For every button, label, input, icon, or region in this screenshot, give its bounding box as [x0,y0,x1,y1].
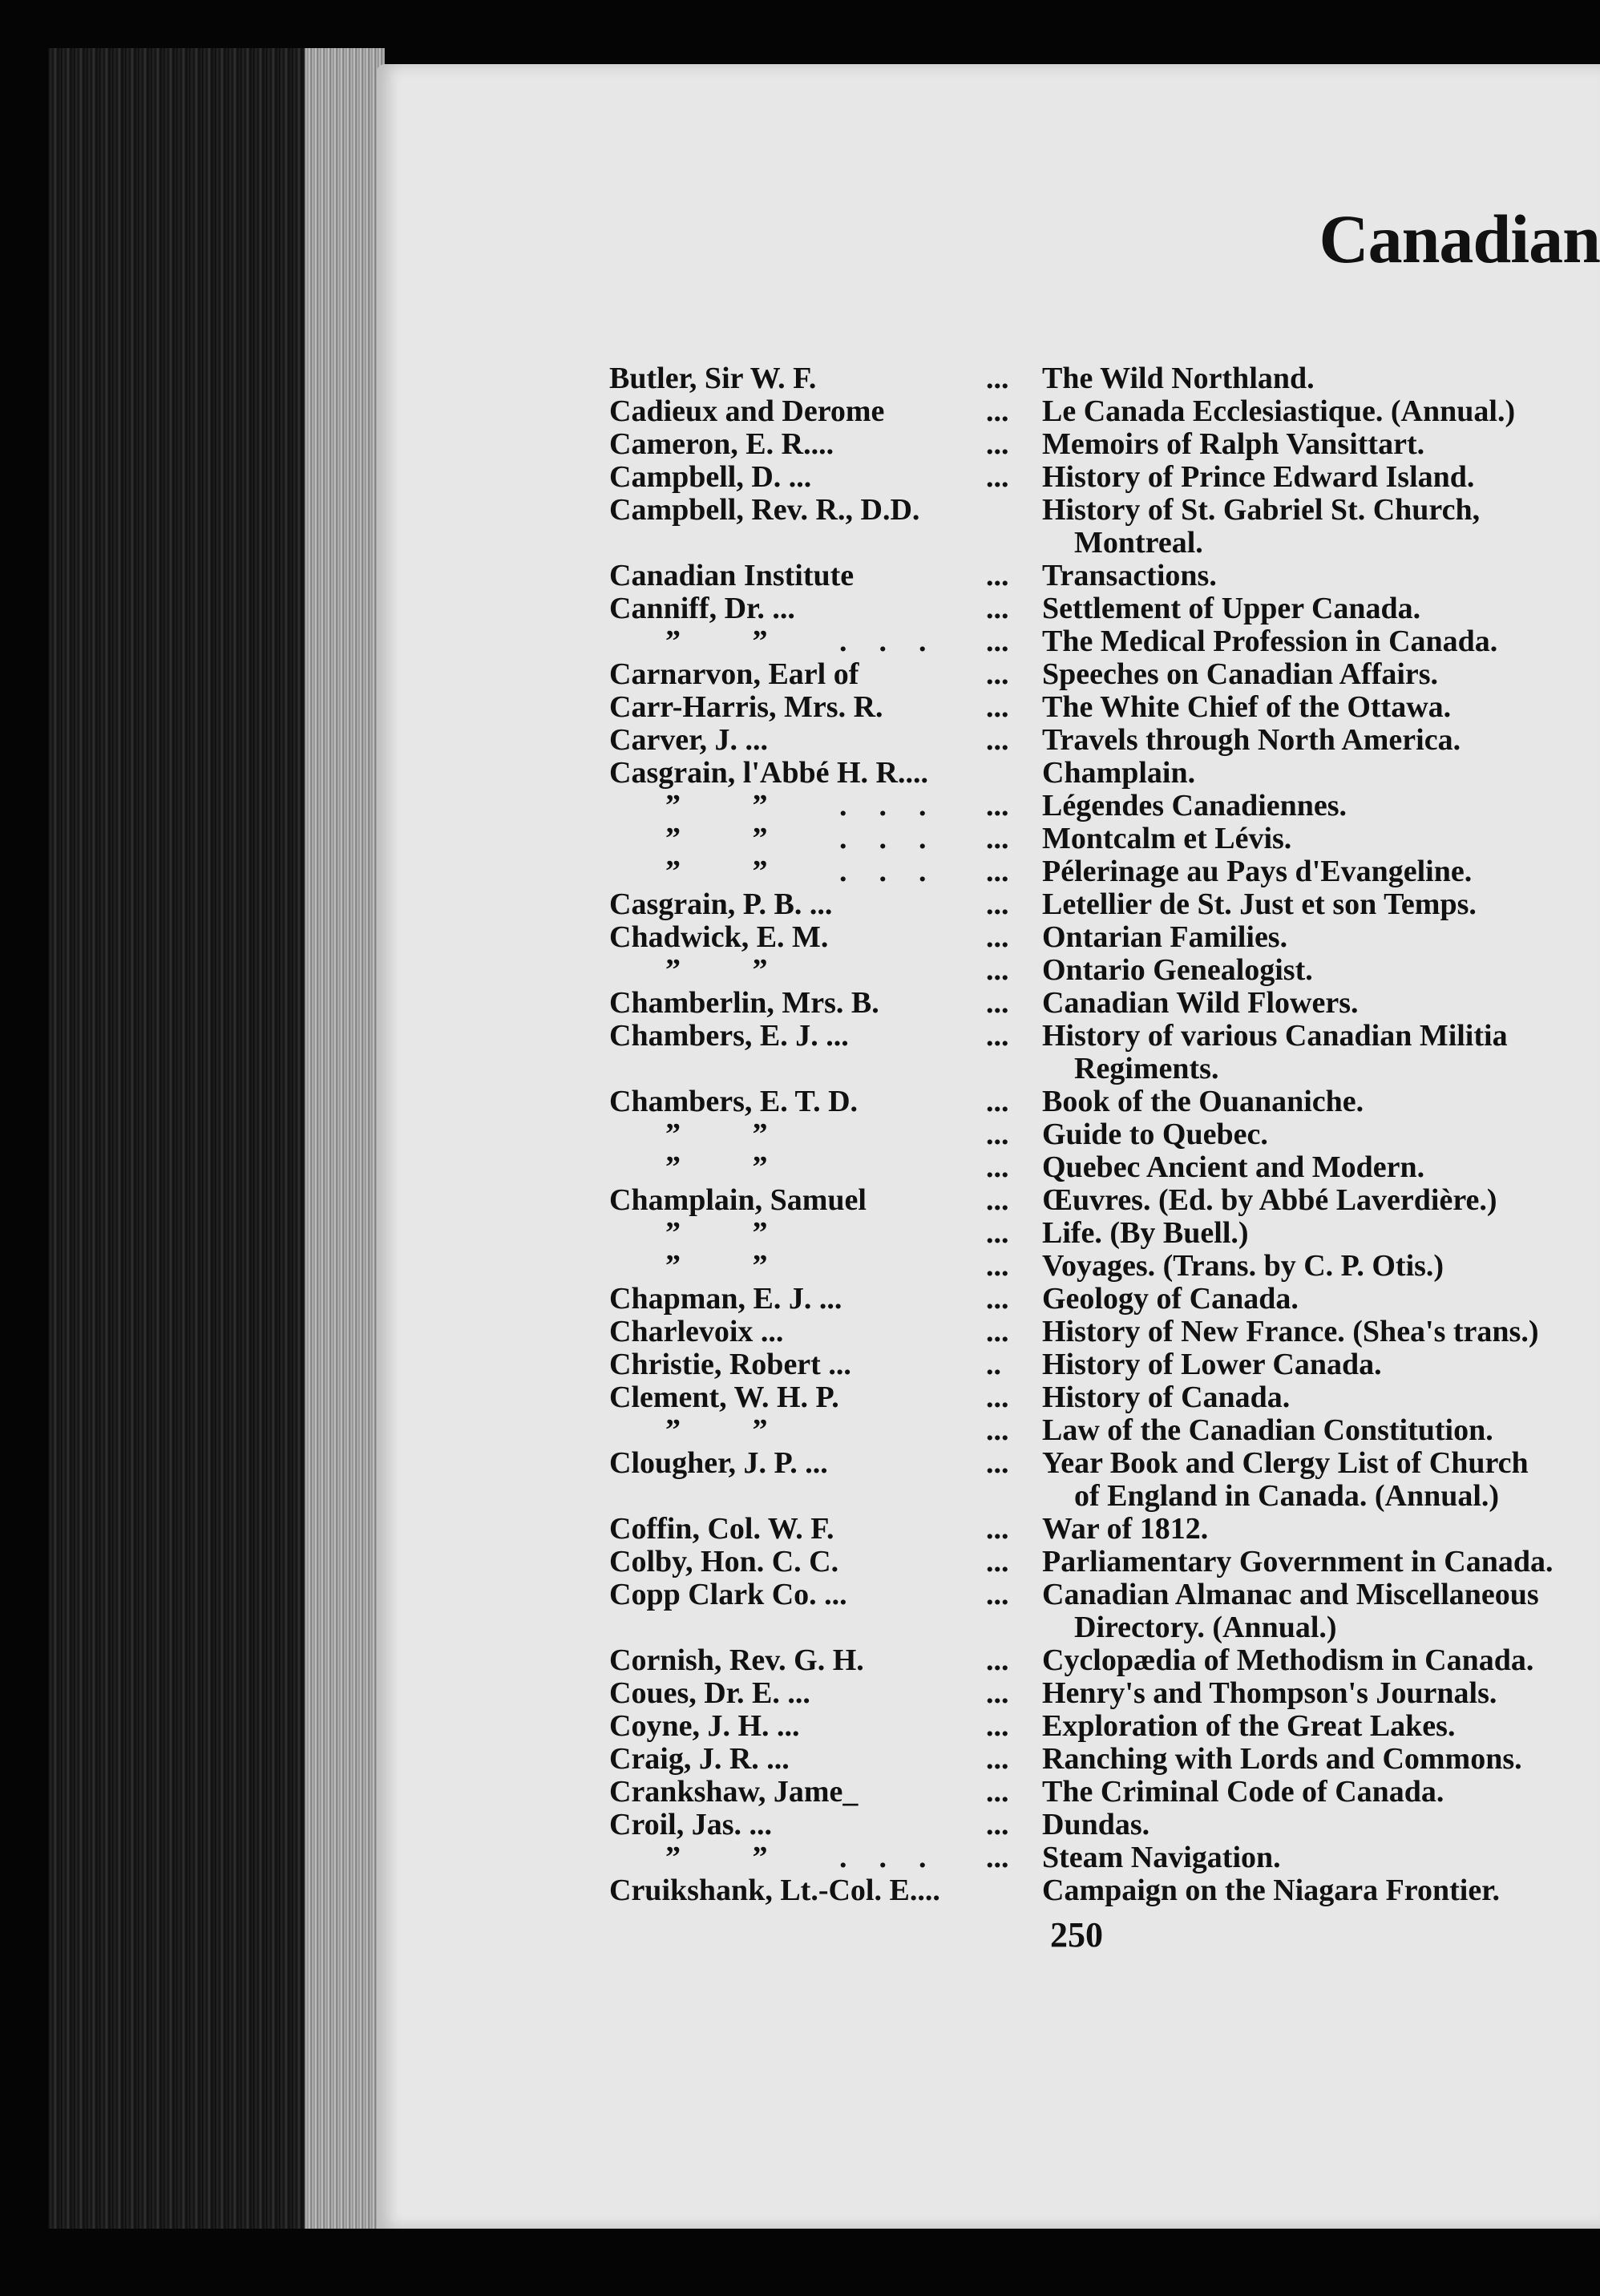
entry-author: Carr-Harris, Mrs. R. [609,690,883,724]
entry-author: Coues, Dr. E. ... [609,1676,810,1710]
bibliography-entry [609,1644,1600,1677]
bibliography-entry [609,1085,1600,1118]
entry-leader-dots: ... [986,394,1009,428]
entry-leader-dots: ... [986,887,1009,921]
entry-title: Cyclopædia of Methodism in Canada. [1042,1643,1534,1677]
bibliography-entry [609,428,1600,461]
bibliography-entry [609,724,1600,757]
entry-title: Travels through North America. [1042,723,1461,757]
bibliography-entry [609,1283,1600,1316]
entry-leader-dots: ... [986,822,1009,855]
bibliography-entry [609,1710,1600,1743]
bibliography-entry [609,1841,1600,1874]
entry-author: Cruikshank, Lt.-Col. E.... [609,1874,940,1907]
entry-leader-dots: ... [986,690,1009,724]
bibliography-entry [609,1151,1600,1184]
entry-leader-dots: ... [986,1578,1009,1611]
entry-author: ” ” ... [665,855,959,888]
bibliography-entry [609,1118,1600,1151]
entry-title: History of Canada. [1042,1380,1291,1414]
bibliography-entry [609,461,1600,494]
bibliography-entry [609,1316,1600,1348]
entry-title: History of Prince Edward Island. [1042,460,1475,494]
entry-leader-dots: ... [986,1512,1009,1546]
bibliography-entry [609,855,1600,888]
entry-author: Clougher, J. P. ... [609,1446,828,1480]
entry-leader-dots: ... [986,920,1009,954]
bibliography-entry [609,527,1600,560]
entry-author: Coffin, Col. W. F. [609,1512,834,1546]
entry-title: Montcalm et Lévis. [1042,822,1292,855]
entry-author: ” ” ... [665,822,959,855]
entry-title: History of Lower Canada. [1042,1348,1382,1381]
entry-title: of England in Canada. (Annual.) [1074,1479,1500,1513]
entry-title: Settlement of Upper Canada. [1042,592,1421,625]
bibliography-entry [609,757,1600,790]
entry-author: ” ” [665,1150,800,1184]
entry-title: Canadian Almanac and Miscellaneous [1042,1578,1539,1611]
entry-author: Carnarvon, Earl of [609,657,859,691]
entry-title: Parliamentary Government in Canada. [1042,1545,1554,1578]
bibliography-entry [609,1217,1600,1250]
entry-author: ” ” ... [665,789,959,823]
entry-leader-dots: ... [986,1709,1009,1743]
entry-leader-dots: ... [986,1282,1009,1316]
entry-title: Légendes Canadiennes. [1042,789,1347,823]
entry-leader-dots: ... [986,1643,1009,1677]
entry-author: Coyne, J. H. ... [609,1709,800,1743]
entry-author: Copp Clark Co. ... [609,1578,847,1611]
entry-leader-dots: ... [986,789,1009,823]
entry-author: ” ” [665,1118,800,1151]
bibliography-entry [609,1677,1600,1710]
entry-title: Ontario Genealogist. [1042,953,1313,987]
entry-title: Montreal. [1074,526,1203,560]
entry-author: Cornish, Rev. G. H. [609,1643,864,1677]
entry-title: Regiments. [1074,1052,1219,1085]
entry-title: Campaign on the Niagara Frontier. [1042,1874,1501,1907]
entry-author: Colby, Hon. C. C. [609,1545,839,1578]
bibliography-entry [609,1611,1600,1644]
bibliography-entry [609,1480,1600,1513]
entry-leader-dots: ... [986,657,1009,691]
bibliography-entry [609,1874,1600,1907]
entry-title: Memoirs of Ralph Vansittart. [1042,427,1425,461]
entry-title: Quebec Ancient and Modern. [1042,1150,1425,1184]
book-gutter [305,48,385,2229]
entry-author: Campbell, Rev. R., D.D. [609,493,920,527]
bibliography-entry [609,1546,1600,1578]
entry-title: Henry's and Thompson's Journals. [1042,1676,1497,1710]
entry-title: Law of the Canadian Constitution. [1042,1413,1493,1447]
entry-author: ” ” [665,1413,800,1447]
bibliography-entry [609,790,1600,823]
entry-leader-dots: ... [986,460,1009,494]
entry-title: Letellier de St. Just et son Temps. [1042,887,1477,921]
entry-title: History of St. Gabriel St. Church, [1042,493,1481,527]
entry-title: Champlain. [1042,756,1196,790]
entry-author: Casgrain, l'Abbé H. R.... [609,756,928,790]
entry-author: ” ” [665,1216,800,1250]
entry-author: Carver, J. ... [609,723,769,757]
entry-author: Croil, Jas. ... [609,1808,773,1841]
bibliography-entry [609,395,1600,428]
entry-title: Life. (By Buell.) [1042,1216,1249,1250]
bibliography-entry [609,1348,1600,1381]
bibliography-list [609,362,1600,1907]
entry-leader-dots: .. [986,1348,1001,1381]
bibliography-entry [609,1513,1600,1546]
bibliography-entry [609,494,1600,527]
entry-leader-dots: ... [986,362,1009,395]
entry-title: History of New France. (Shea's trans.) [1042,1315,1539,1348]
entry-leader-dots: ... [986,1446,1009,1480]
entry-author: ” ” [665,953,800,987]
entry-author: Butler, Sir W. F. [609,362,817,395]
entry-author: ” ” [665,1249,800,1283]
entry-leader-dots: ... [986,1545,1009,1578]
entry-leader-dots: ... [986,559,1009,592]
entry-author: ” ” ... [665,1841,959,1874]
entry-author: Canniff, Dr. ... [609,592,795,625]
entry-author: Chapman, E. J. ... [609,1282,842,1316]
entry-author: Clement, W. H. P. [609,1380,839,1414]
entry-author: Christie, Robert ... [609,1348,851,1381]
bibliography-entry [609,1776,1600,1809]
entry-title: Book of the Ouananiche. [1042,1085,1364,1118]
bibliography-entry [609,1250,1600,1283]
entry-title: Transactions. [1042,559,1217,592]
entry-author: Craig, J. R. ... [609,1742,790,1776]
page-heading: Canadian [1319,200,1600,277]
entry-leader-dots: ... [986,1841,1009,1874]
bibliography-entry [609,1053,1600,1085]
entry-author: ” ” ... [665,625,959,658]
entry-author: Champlain, Samuel [609,1183,867,1217]
bibliography-entry [609,1414,1600,1447]
entry-title: Directory. (Annual.) [1074,1611,1337,1644]
entry-title: The Wild Northland. [1042,362,1315,395]
entry-leader-dots: ... [986,1676,1009,1710]
entry-leader-dots: ... [986,1775,1009,1809]
entry-leader-dots: ... [986,1413,1009,1447]
entry-leader-dots: ... [986,1249,1009,1283]
entry-title: Dundas. [1042,1808,1150,1841]
bibliography-entry [609,592,1600,625]
entry-leader-dots: ... [986,855,1009,888]
bibliography-entry [609,1184,1600,1217]
entry-author: Charlevoix ... [609,1315,784,1348]
entry-leader-dots: ... [986,1085,1009,1118]
entry-leader-dots: ... [986,1118,1009,1151]
bibliography-entry [609,691,1600,724]
entry-leader-dots: ... [986,1019,1009,1053]
entry-author: Chambers, E. T. D. [609,1085,859,1118]
entry-leader-dots: ... [986,1183,1009,1217]
bibliography-entry [609,823,1600,855]
bibliography-entry [609,362,1600,395]
entry-title: Guide to Quebec. [1042,1118,1268,1151]
entry-leader-dots: ... [986,1315,1009,1348]
entry-author: Campbell, D. ... [609,460,812,494]
entry-author: Chambers, E. J. ... [609,1019,849,1053]
bibliography-entry [609,1447,1600,1480]
entry-title: Ontarian Families. [1042,920,1288,954]
bibliography-entry [609,1809,1600,1841]
entry-author: Crankshaw, Jame_ [609,1775,859,1809]
bibliography-entry [609,1381,1600,1414]
entry-title: Geology of Canada. [1042,1282,1299,1316]
entry-leader-dots: ... [986,986,1009,1020]
entry-title: Œuvres. (Ed. by Abbé Laverdière.) [1042,1183,1497,1217]
entry-author: Cadieux and Derome [609,394,885,428]
entry-title: Voyages. (Trans. by C. P. Otis.) [1042,1249,1444,1283]
bibliography-entry [609,1020,1600,1053]
entry-title: War of 1812. [1042,1512,1209,1546]
bibliography-entry [609,1743,1600,1776]
entry-leader-dots: ... [986,1150,1009,1184]
bibliography-entry [609,987,1600,1020]
entry-title: Exploration of the Great Lakes. [1042,1709,1456,1743]
entry-author: Cameron, E. R.... [609,427,834,461]
entry-author: Canadian Institute [609,559,855,592]
entry-title: History of various Canadian Militia [1042,1019,1508,1053]
bibliography-entry [609,560,1600,592]
entry-leader-dots: ... [986,1380,1009,1414]
entry-title: The Medical Profession in Canada. [1042,625,1498,658]
entry-title: Pélerinage au Pays d'Evangeline. [1042,855,1473,888]
entry-title: Ranching with Lords and Commons. [1042,1742,1522,1776]
entry-title: Steam Navigation. [1042,1841,1281,1874]
entry-title: The Criminal Code of Canada. [1042,1775,1444,1809]
entry-title: Le Canada Ecclesiastique. (Annual.) [1042,394,1516,428]
entry-leader-dots: ... [986,427,1009,461]
entry-title: Speeches on Canadian Affairs. [1042,657,1439,691]
entry-leader-dots: ... [986,1742,1009,1776]
entry-author: Casgrain, P. B. ... [609,887,833,921]
page-number: 250 [1050,1915,1103,1954]
entry-leader-dots: ... [986,1216,1009,1250]
bibliography-entry [609,888,1600,921]
entry-leader-dots: ... [986,953,1009,987]
entry-leader-dots: ... [986,723,1009,757]
bibliography-entry [609,1578,1600,1611]
entry-author: Chamberlin, Mrs. B. [609,986,879,1020]
entry-leader-dots: ... [986,592,1009,625]
bibliography-entry [609,921,1600,954]
entry-title: Year Book and Clergy List of Church [1042,1446,1529,1480]
bibliography-entry [609,625,1600,658]
bibliography-entry [609,658,1600,691]
entry-title: Canadian Wild Flowers. [1042,986,1359,1020]
entry-leader-dots: ... [986,1808,1009,1841]
bibliography-entry [609,954,1600,987]
entry-title: The White Chief of the Ottawa. [1042,690,1452,724]
entry-author: Chadwick, E. M. [609,920,829,954]
entry-leader-dots: ... [986,625,1009,658]
